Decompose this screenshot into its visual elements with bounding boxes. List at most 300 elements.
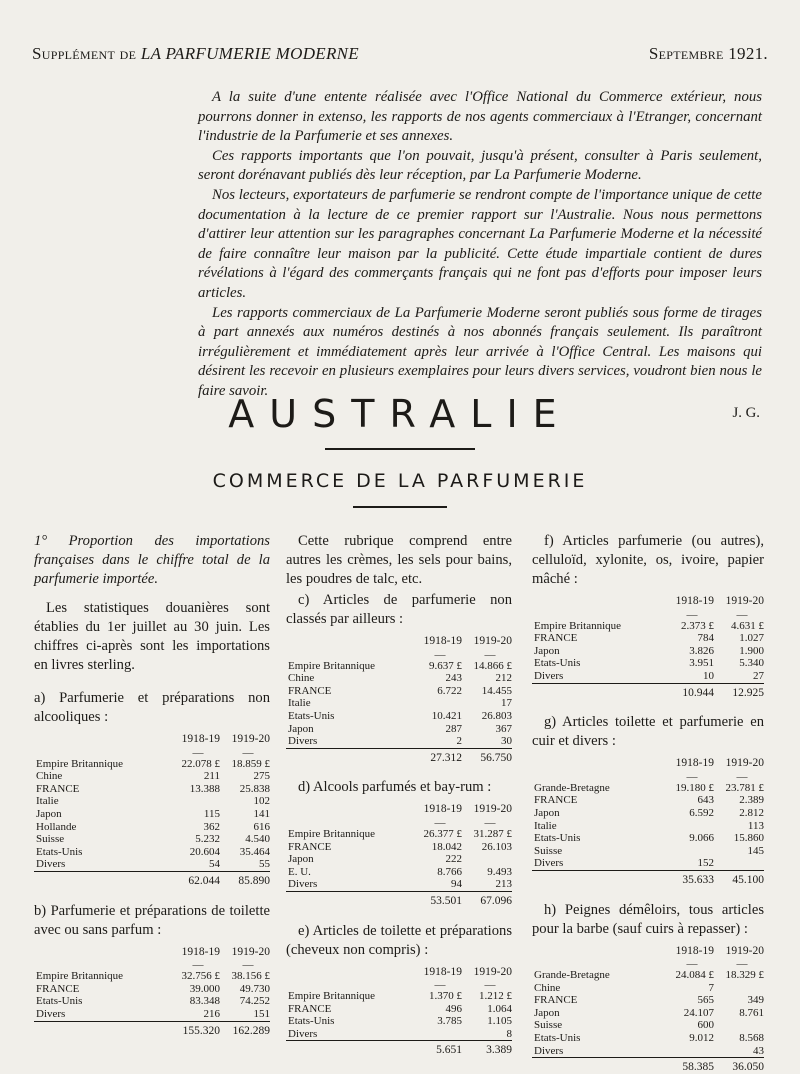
table-total-row bbox=[286, 891, 512, 907]
value-1918-19: 9.012 bbox=[689, 1032, 714, 1045]
value-1919-20: 23.781 £ bbox=[725, 781, 764, 794]
country-cell: Divers bbox=[534, 1044, 564, 1057]
value-1918-19: 287 bbox=[445, 722, 462, 735]
table-row bbox=[34, 846, 270, 859]
table-row bbox=[532, 632, 764, 645]
value-1918-19 bbox=[176, 795, 226, 808]
value-1918-19: 9.637 £ bbox=[429, 659, 462, 672]
dash-mark: — bbox=[736, 608, 748, 621]
country-cell: FRANCE bbox=[288, 1002, 332, 1015]
value-1919-20: 1.900 bbox=[739, 644, 764, 657]
table-blank-cell bbox=[286, 891, 418, 907]
country-cell: Suisse bbox=[36, 833, 65, 846]
value-1918-19: 643 bbox=[697, 794, 714, 807]
value-1918-19: 39.000 bbox=[189, 982, 220, 995]
value-1919-20 bbox=[720, 857, 764, 870]
country-cell: Japon bbox=[288, 722, 314, 735]
table-blank-cell bbox=[286, 803, 418, 818]
table-dash-row bbox=[34, 960, 270, 970]
dash-mark: — bbox=[434, 648, 446, 661]
total-1919-20: 67.096 bbox=[468, 891, 512, 907]
country-cell: FRANCE bbox=[288, 684, 332, 697]
country-cell: Divers bbox=[36, 1007, 66, 1020]
table-row bbox=[34, 770, 270, 783]
table-year-row bbox=[286, 635, 512, 650]
country-cell: Etats-Unis bbox=[36, 845, 83, 858]
year-header: 1919-20 bbox=[473, 965, 512, 978]
value-1918-19 bbox=[418, 1028, 468, 1041]
country-cell: FRANCE bbox=[288, 840, 332, 853]
table-row bbox=[532, 657, 764, 670]
value-1919-20: 38.156 £ bbox=[231, 970, 270, 983]
table-blank-cell bbox=[532, 610, 670, 620]
value-1918-19: 19.180 £ bbox=[675, 781, 714, 794]
dash-mark: — bbox=[686, 958, 698, 971]
dash-mark: — bbox=[686, 770, 698, 783]
value-1918-19: 6.722 bbox=[437, 684, 462, 697]
country-cell: Empire Britannique bbox=[288, 659, 376, 672]
table-h bbox=[532, 945, 764, 1074]
main-title: AUSTRALIE bbox=[228, 392, 572, 436]
country-cell: FRANCE bbox=[36, 782, 80, 795]
table-total-row bbox=[532, 1058, 764, 1074]
country-cell: Divers bbox=[288, 878, 318, 891]
column-2 bbox=[286, 532, 512, 1057]
table-dash-row bbox=[286, 818, 512, 828]
dash-mark: — bbox=[242, 746, 254, 759]
table-blank-cell bbox=[532, 757, 670, 772]
subtitle-rule bbox=[353, 506, 447, 508]
table-blank-cell bbox=[286, 650, 418, 660]
table-g bbox=[532, 757, 764, 886]
value-1918-19 bbox=[418, 697, 468, 710]
table-row bbox=[34, 783, 270, 796]
total-1918-19: 53.501 bbox=[418, 891, 468, 907]
value-1919-20: 25.838 bbox=[239, 782, 270, 795]
page-header bbox=[32, 44, 768, 64]
table-blank-cell bbox=[532, 683, 670, 699]
country-cell: Japon bbox=[534, 644, 560, 657]
value-1919-20: 15.860 bbox=[733, 832, 764, 845]
value-1919-20: 35.464 bbox=[239, 845, 270, 858]
country-cell: Empire Britannique bbox=[288, 990, 376, 1003]
table-row bbox=[34, 983, 270, 996]
table-blank-cell bbox=[532, 1058, 670, 1074]
intro-paragraph: Les rapports commerciaux de La Parfumerie Moderne seront publiés sous forme de tirages à part annexés aux numéros destinés à nos abonnés français seulement. Ils paraîtront irrégulièrement et immédiatement après leur arrivée à l'Office Central. Les maisons qui désirent les recevoir en plusieurs exemplaires pour leurs divers services, voudront bien nous le faire savoir. bbox=[198, 304, 762, 399]
table-total-row bbox=[34, 871, 270, 887]
dash-mark: — bbox=[484, 979, 496, 992]
value-1918-19: 3.951 bbox=[689, 657, 714, 670]
table-row bbox=[34, 970, 270, 983]
value-1918-19: 211 bbox=[203, 770, 220, 783]
value-1919-20 bbox=[720, 1019, 764, 1032]
table-row bbox=[532, 832, 764, 845]
value-1918-19: 20.604 bbox=[189, 845, 220, 858]
dash-mark: — bbox=[192, 959, 204, 972]
country-cell: Italie bbox=[288, 697, 311, 710]
table-year-row bbox=[34, 733, 270, 748]
total-1918-19: 155.320 bbox=[176, 1021, 226, 1037]
country-cell: Suisse bbox=[534, 1019, 563, 1032]
value-1919-20: 55 bbox=[259, 858, 270, 871]
table-row bbox=[286, 841, 512, 854]
table-blank-cell bbox=[286, 980, 418, 990]
table-row bbox=[286, 1003, 512, 1016]
value-1919-20: 151 bbox=[253, 1007, 270, 1020]
value-1919-20: 616 bbox=[253, 820, 270, 833]
col1-text: Les statistiques douanières sont établies du 1er juillet au 30 juin. Les chiffres ci-après sont les importations en livres sterling. bbox=[34, 600, 270, 673]
country-cell: Empire Britannique bbox=[36, 757, 124, 770]
table-dash-row bbox=[286, 650, 512, 660]
table-row bbox=[34, 821, 270, 834]
value-1919-20: 49.730 bbox=[239, 982, 270, 995]
table-row bbox=[532, 1032, 764, 1045]
total-1918-19: 58.385 bbox=[670, 1058, 720, 1074]
section-a-heading: a) Parfumerie et préparations non alcooliques : bbox=[34, 690, 270, 725]
country-cell: Italie bbox=[36, 795, 59, 808]
year-header: 1919-20 bbox=[725, 944, 764, 957]
table-total-row bbox=[34, 1021, 270, 1037]
year-header: 1918-19 bbox=[675, 595, 714, 607]
country-cell: Divers bbox=[534, 669, 564, 682]
country-cell: Italie bbox=[534, 819, 557, 832]
value-1919-20: 26.803 bbox=[481, 709, 512, 722]
table-d bbox=[286, 803, 512, 907]
total-1918-19: 62.044 bbox=[176, 871, 226, 887]
value-1919-20: 14.455 bbox=[481, 684, 512, 697]
table-blank-cell bbox=[34, 960, 176, 970]
country-cell: Etats-Unis bbox=[534, 657, 581, 670]
value-1919-20: 2.812 bbox=[739, 806, 764, 819]
country-cell: Empire Britannique bbox=[36, 970, 124, 983]
value-1918-19: 94 bbox=[451, 878, 462, 891]
table-blank-cell bbox=[286, 966, 418, 981]
value-1918-19: 26.377 £ bbox=[423, 827, 462, 840]
intro-text bbox=[198, 88, 762, 423]
table-row bbox=[532, 794, 764, 807]
country-cell: Suisse bbox=[534, 844, 563, 857]
value-1919-20: 1.105 bbox=[487, 1015, 512, 1028]
section-g-heading: g) Articles toilette et parfumerie en cuir et divers : bbox=[532, 714, 764, 750]
value-1919-20 bbox=[468, 853, 512, 866]
value-1918-19: 600 bbox=[697, 1019, 714, 1032]
year-header: 1919-20 bbox=[725, 595, 764, 607]
country-cell: E. U. bbox=[288, 865, 311, 878]
table-row bbox=[286, 735, 512, 748]
value-1918-19: 10 bbox=[703, 669, 714, 682]
table-row bbox=[286, 878, 512, 891]
value-1918-19: 243 bbox=[445, 672, 462, 685]
country-cell: Etats-Unis bbox=[288, 709, 335, 722]
country-cell: FRANCE bbox=[36, 982, 80, 995]
country-cell: Divers bbox=[36, 858, 66, 871]
header-left bbox=[32, 44, 359, 64]
country-cell: Divers bbox=[534, 857, 564, 870]
total-1919-20: 36.050 bbox=[720, 1058, 764, 1074]
table-row bbox=[286, 853, 512, 866]
table-a bbox=[34, 733, 270, 888]
value-1918-19: 10.421 bbox=[431, 709, 462, 722]
value-1918-19: 1.370 £ bbox=[429, 990, 462, 1003]
table-row bbox=[286, 697, 512, 710]
total-1919-20: 3.389 bbox=[468, 1041, 512, 1057]
table-row bbox=[532, 994, 764, 1007]
value-1919-20: 275 bbox=[253, 770, 270, 783]
table-blank-cell bbox=[532, 870, 670, 886]
country-cell: Chine bbox=[288, 672, 315, 685]
country-cell: Chine bbox=[534, 981, 561, 994]
country-cell: Empire Britannique bbox=[534, 619, 622, 632]
table-year-row bbox=[532, 757, 764, 772]
value-1918-19: 24.084 £ bbox=[675, 969, 714, 982]
year-header: 1919-20 bbox=[231, 733, 270, 745]
dash-mark: — bbox=[484, 648, 496, 661]
table-row bbox=[34, 833, 270, 846]
value-1919-20: 8.761 bbox=[739, 1006, 764, 1019]
table-row bbox=[34, 808, 270, 821]
dash-mark: — bbox=[434, 816, 446, 829]
table-total-row bbox=[532, 683, 764, 699]
table-blank-cell bbox=[34, 1021, 176, 1037]
table-total-row bbox=[286, 748, 512, 764]
country-cell: Japon bbox=[534, 806, 560, 819]
value-1918-19 bbox=[670, 845, 720, 858]
value-1919-20 bbox=[720, 982, 764, 995]
table-row bbox=[532, 670, 764, 683]
table-dash-row bbox=[286, 980, 512, 990]
value-1919-20: 213 bbox=[495, 878, 512, 891]
table-row bbox=[532, 820, 764, 833]
value-1919-20: 14.866 £ bbox=[473, 659, 512, 672]
value-1919-20: 43 bbox=[753, 1044, 764, 1057]
column-1 bbox=[34, 532, 270, 1037]
value-1919-20: 1.212 £ bbox=[479, 990, 512, 1003]
table-row bbox=[532, 1019, 764, 1032]
country-cell: Divers bbox=[288, 735, 318, 748]
country-cell: Japon bbox=[288, 853, 314, 866]
intro-paragraph: Ces rapports importants que l'on pouvait, jusqu'à présent, consulter à Paris seulement, seront dorénavant publiés dès leur réception, par La Parfumerie Moderne. bbox=[198, 147, 762, 184]
table-row bbox=[286, 672, 512, 685]
dash-mark: — bbox=[686, 608, 698, 621]
year-header: 1918-19 bbox=[675, 944, 714, 957]
value-1918-19: 24.107 bbox=[683, 1006, 714, 1019]
country-cell: Etats-Unis bbox=[36, 995, 83, 1008]
country-cell: Empire Britannique bbox=[288, 827, 376, 840]
table-row bbox=[286, 990, 512, 1003]
table-row bbox=[34, 795, 270, 808]
country-cell: Divers bbox=[288, 1027, 318, 1040]
table-row bbox=[34, 858, 270, 871]
total-1919-20: 56.750 bbox=[468, 748, 512, 764]
value-1919-20: 141 bbox=[253, 807, 270, 820]
country-cell: Etats-Unis bbox=[534, 1032, 581, 1045]
value-1919-20: 30 bbox=[501, 735, 512, 748]
table-row bbox=[34, 758, 270, 771]
value-1918-19: 18.042 bbox=[431, 840, 462, 853]
value-1918-19: 496 bbox=[445, 1002, 462, 1015]
header-prefix: Supplément de bbox=[32, 44, 137, 63]
sub-title: COMMERCE DE LA PARFUMERIE bbox=[212, 470, 588, 492]
table-dash-row bbox=[532, 610, 764, 620]
total-1918-19: 27.312 bbox=[418, 748, 468, 764]
dash-mark: — bbox=[736, 770, 748, 783]
total-1918-19: 5.651 bbox=[418, 1041, 468, 1057]
country-cell: FRANCE bbox=[534, 994, 578, 1007]
col1-heading: 1° Proportion des importations françaises dans le chiffre total de la parfumerie importée. bbox=[34, 533, 270, 587]
value-1919-20: 18.329 £ bbox=[725, 969, 764, 982]
country-cell: Chine bbox=[36, 770, 63, 783]
table-row bbox=[532, 857, 764, 870]
year-header: 1918-19 bbox=[181, 733, 220, 745]
title-block bbox=[0, 392, 800, 508]
value-1919-20: 4.631 £ bbox=[731, 619, 764, 632]
value-1918-19: 8.766 bbox=[437, 865, 462, 878]
section-e-heading: e) Articles de toilette et préparations (cheveux non compris) : bbox=[286, 922, 512, 958]
country-cell: Grande-Bretagne bbox=[534, 781, 610, 794]
table-row bbox=[532, 845, 764, 858]
value-1919-20: 102 bbox=[253, 795, 270, 808]
table-blank-cell bbox=[286, 1041, 418, 1057]
header-journal: LA PARFUMERIE MODERNE bbox=[140, 44, 359, 63]
intro-paragraph: Nos lecteurs, exportateurs de parfumerie se rendront compte de l'importance unique de cette documentation à la lecture de ce premier rapport sur l'Australie. Nous nous permettons d'attirer leur attention sur les paragraphes concernant La Parfumerie Moderne et la nécessité de faire connaître leur maison par la publicité. Cette étude impartiale contient de dures révélations à l'égard des commerçants français qui ne font pas d'efforts pour imposer leurs articles. bbox=[198, 186, 762, 301]
column-3 bbox=[532, 532, 764, 1074]
section-d-heading: d) Alcools parfumés et bay-rum : bbox=[298, 779, 492, 796]
value-1918-19: 115 bbox=[203, 807, 220, 820]
table-year-row bbox=[34, 946, 270, 961]
total-1918-19: 35.633 bbox=[670, 870, 720, 886]
value-1919-20: 27 bbox=[753, 669, 764, 682]
country-cell: Grande-Bretagne bbox=[534, 969, 610, 982]
title-rule bbox=[325, 448, 475, 450]
year-header: 1919-20 bbox=[231, 945, 270, 958]
table-row bbox=[532, 807, 764, 820]
value-1919-20: 26.103 bbox=[481, 840, 512, 853]
value-1918-19: 2 bbox=[456, 735, 462, 748]
value-1919-20: 5.340 bbox=[739, 657, 764, 670]
value-1919-20: 8.568 bbox=[739, 1032, 764, 1045]
table-row bbox=[532, 982, 764, 995]
total-1918-19: 10.944 bbox=[670, 683, 720, 699]
table-row bbox=[286, 866, 512, 879]
dash-mark: — bbox=[736, 958, 748, 971]
table-blank-cell bbox=[532, 595, 670, 610]
value-1918-19: 7 bbox=[708, 981, 714, 994]
value-1918-19: 13.388 bbox=[189, 782, 220, 795]
dash-mark: — bbox=[484, 816, 496, 829]
intro-paragraph: A la suite d'une entente réalisée avec l'Office National du Commerce extérieur, nous pourrons donner in extenso, les rapports de nos agents commerciaux à l'Etranger, concernant l'industrie de la Parfumerie et ses annexes. bbox=[198, 89, 762, 145]
value-1918-19 bbox=[670, 820, 720, 833]
table-row bbox=[286, 685, 512, 698]
header-date: Septembre 1921. bbox=[648, 44, 768, 63]
section-f-heading: f) Articles parfumerie (ou autres), celluloïd, xylonite, os, ivoire, papier mâché : bbox=[532, 533, 764, 587]
value-1918-19: 5.232 bbox=[195, 833, 220, 846]
value-1919-20: 1.064 bbox=[487, 1002, 512, 1015]
value-1919-20: 2.389 bbox=[739, 794, 764, 807]
value-1918-19: 54 bbox=[209, 858, 220, 871]
value-1919-20: 18.859 £ bbox=[231, 757, 270, 770]
value-1918-19: 3.785 bbox=[437, 1015, 462, 1028]
year-header: 1919-20 bbox=[473, 635, 512, 647]
value-1918-19: 784 bbox=[697, 632, 714, 645]
value-1918-19: 2.373 £ bbox=[681, 619, 714, 632]
total-1919-20: 12.925 bbox=[720, 683, 764, 699]
value-1918-19: 6.592 bbox=[689, 806, 714, 819]
table-dash-row bbox=[532, 959, 764, 969]
value-1919-20: 8 bbox=[506, 1027, 512, 1040]
table-blank-cell bbox=[286, 818, 418, 828]
value-1918-19: 32.756 £ bbox=[181, 970, 220, 983]
value-1918-19: 565 bbox=[697, 994, 714, 1007]
table-row bbox=[286, 660, 512, 673]
value-1918-19: 222 bbox=[445, 853, 462, 866]
table-blank-cell bbox=[34, 748, 176, 758]
table-year-row bbox=[532, 595, 764, 610]
value-1918-19: 362 bbox=[203, 820, 220, 833]
value-1919-20: 4.540 bbox=[245, 833, 270, 846]
value-1919-20: 74.252 bbox=[239, 995, 270, 1008]
signature: J. G. bbox=[732, 404, 760, 421]
table-dash-row bbox=[532, 772, 764, 782]
total-1919-20: 162.289 bbox=[226, 1021, 270, 1037]
section-c-heading: c) Articles de parfumerie non classés par ailleurs : bbox=[286, 592, 512, 627]
table-f bbox=[532, 595, 764, 699]
year-header: 1918-19 bbox=[675, 757, 714, 770]
table-e bbox=[286, 966, 512, 1058]
dash-mark: — bbox=[434, 979, 446, 992]
table-row bbox=[532, 620, 764, 633]
col2-text: Cette rubrique comprend entre autres les crèmes, les sels pour bains, les poudres de talc, etc. bbox=[286, 533, 512, 587]
country-cell: Etats-Unis bbox=[534, 832, 581, 845]
value-1919-20: 349 bbox=[747, 994, 764, 1007]
table-b bbox=[34, 946, 270, 1038]
country-cell: Japon bbox=[534, 1006, 560, 1019]
country-cell: FRANCE bbox=[534, 794, 578, 807]
year-header: 1918-19 bbox=[181, 945, 220, 958]
value-1918-19: 3.826 bbox=[689, 644, 714, 657]
value-1919-20: 17 bbox=[501, 697, 512, 710]
country-cell: FRANCE bbox=[534, 632, 578, 645]
table-blank-cell bbox=[34, 946, 176, 961]
year-header: 1918-19 bbox=[423, 965, 462, 978]
table-row bbox=[532, 1045, 764, 1058]
value-1918-19: 83.348 bbox=[189, 995, 220, 1008]
table-blank-cell bbox=[286, 748, 418, 764]
total-1919-20: 45.100 bbox=[720, 870, 764, 886]
table-row bbox=[532, 645, 764, 658]
table-blank-cell bbox=[34, 871, 176, 887]
value-1919-20: 367 bbox=[495, 722, 512, 735]
table-year-row bbox=[286, 803, 512, 818]
value-1919-20: 212 bbox=[495, 672, 512, 685]
total-1919-20: 85.890 bbox=[226, 871, 270, 887]
value-1918-19: 22.078 £ bbox=[181, 757, 220, 770]
table-blank-cell bbox=[532, 772, 670, 782]
value-1919-20: 113 bbox=[747, 819, 764, 832]
table-c bbox=[286, 635, 512, 764]
table-row bbox=[34, 995, 270, 1008]
dash-mark: — bbox=[192, 746, 204, 759]
value-1919-20: 145 bbox=[747, 844, 764, 857]
table-row bbox=[286, 1015, 512, 1028]
table-row bbox=[34, 1008, 270, 1021]
country-cell: Japon bbox=[36, 807, 62, 820]
table-row bbox=[286, 710, 512, 723]
table-row bbox=[286, 1028, 512, 1041]
table-row bbox=[286, 828, 512, 841]
table-total-row bbox=[532, 870, 764, 886]
table-year-row bbox=[286, 966, 512, 981]
value-1918-19: 216 bbox=[203, 1007, 220, 1020]
